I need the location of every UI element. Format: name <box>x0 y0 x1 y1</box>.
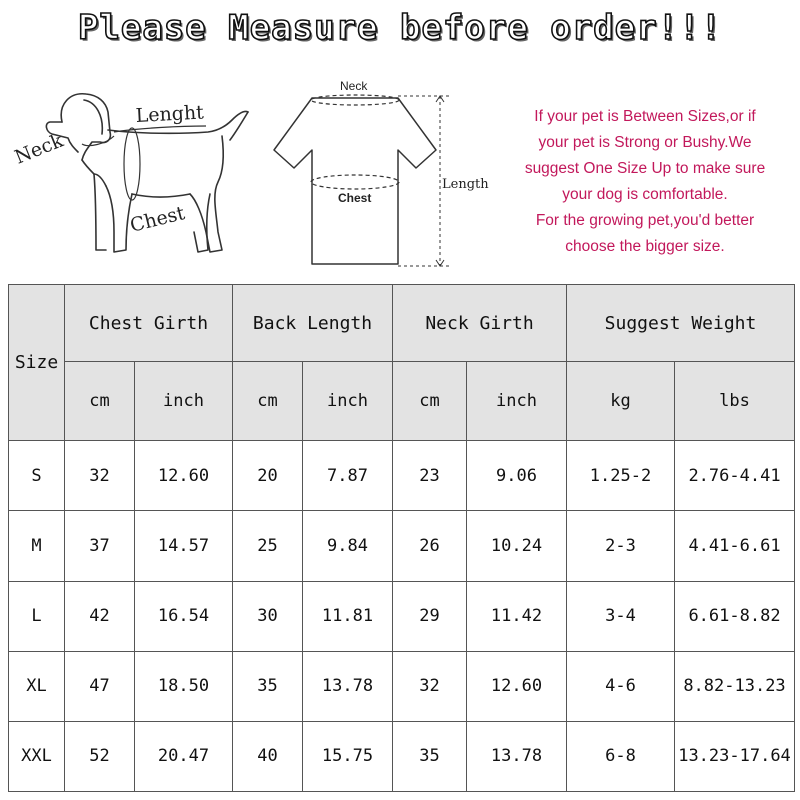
table-cell: 30 <box>233 581 303 651</box>
unit-header: cm <box>393 362 467 441</box>
table-cell: 4.41-6.61 <box>675 511 795 581</box>
page-title: Please Measure before order!!! <box>77 8 723 48</box>
unit-header: lbs <box>675 362 795 441</box>
table-cell: 4-6 <box>567 651 675 721</box>
table-cell: 8.82-13.23 <box>675 651 795 721</box>
table-cell: 12.60 <box>135 441 233 511</box>
note-line: For the growing pet,you'd better <box>535 212 755 229</box>
table-cell: 13.78 <box>303 651 393 721</box>
size-cell: L <box>9 581 65 651</box>
shirt-measure-figure <box>270 76 500 276</box>
shirt-outline-icon <box>274 98 436 264</box>
table-cell: 23 <box>393 441 467 511</box>
table-cell: 13.78 <box>467 721 567 791</box>
shirt-label-length: Length <box>442 177 489 192</box>
table-cell: 6-8 <box>567 721 675 791</box>
table-cell: 25 <box>233 511 303 581</box>
table-header-row <box>9 285 795 362</box>
size-chart-table <box>8 284 795 792</box>
table-cell: 16.54 <box>135 581 233 651</box>
table-cell: 12.60 <box>467 651 567 721</box>
group-header-back-length: Back Length <box>233 285 393 362</box>
unit-header: inch <box>303 362 393 441</box>
note-line: your pet is Strong or Bushy.We <box>538 134 752 151</box>
unit-header: cm <box>233 362 303 441</box>
table-cell: 3-4 <box>567 581 675 651</box>
group-header-chest-girth: Chest Girth <box>65 285 233 362</box>
table-cell: 9.84 <box>303 511 393 581</box>
table-cell: 35 <box>393 721 467 791</box>
group-header-neck-girth: Neck Girth <box>393 285 567 362</box>
table-cell: 37 <box>65 511 135 581</box>
table-cell: 42 <box>65 581 135 651</box>
table-cell: 11.42 <box>467 581 567 651</box>
unit-header: kg <box>567 362 675 441</box>
table-row <box>9 721 795 791</box>
table-cell: 26 <box>393 511 467 581</box>
table-cell: 6.61-8.82 <box>675 581 795 651</box>
dog-label-length: Lenght <box>135 101 205 127</box>
table-cell: 1.25-2 <box>567 441 675 511</box>
table-cell: 47 <box>65 651 135 721</box>
size-cell: XL <box>9 651 65 721</box>
table-cell: 52 <box>65 721 135 791</box>
table-row <box>9 441 795 511</box>
table-cell: 2-3 <box>567 511 675 581</box>
table-row <box>9 651 795 721</box>
unit-header: inch <box>467 362 567 441</box>
table-cell: 35 <box>233 651 303 721</box>
table-cell: 2.76-4.41 <box>675 441 795 511</box>
table-cell: 7.87 <box>303 441 393 511</box>
dog-label-neck: Neck <box>11 129 67 169</box>
table-cell: 32 <box>65 441 135 511</box>
note-line: choose the bigger size. <box>565 238 725 255</box>
table-row <box>9 511 795 581</box>
size-cell: S <box>9 441 65 511</box>
table-cell: 14.57 <box>135 511 233 581</box>
unit-header: cm <box>65 362 135 441</box>
table-cell: 9.06 <box>467 441 567 511</box>
table-cell: 20.47 <box>135 721 233 791</box>
size-advice-note <box>500 104 790 260</box>
table-cell: 11.81 <box>303 581 393 651</box>
note-line: suggest One Size Up to make sure <box>524 160 766 177</box>
group-header-suggest-weight: Suggest Weight <box>567 285 795 362</box>
dog-label-chest: Chest <box>127 202 187 237</box>
note-line: If your pet is Between Sizes,or if <box>534 108 756 125</box>
table-cell: 20 <box>233 441 303 511</box>
shirt-label-neck: Neck <box>340 79 368 93</box>
size-column-header: Size <box>9 285 65 441</box>
table-cell: 10.24 <box>467 511 567 581</box>
shirt-label-chest: Chest <box>338 191 372 205</box>
table-cell: 29 <box>393 581 467 651</box>
note-line: your dog is comfortable. <box>562 186 728 203</box>
table-cell: 40 <box>233 721 303 791</box>
table-cell: 13.23-17.64 <box>675 721 795 791</box>
table-row <box>9 581 795 651</box>
table-cell: 15.75 <box>303 721 393 791</box>
size-cell: XXL <box>9 721 65 791</box>
dog-measure-figure <box>10 82 260 272</box>
table-cell: 32 <box>393 651 467 721</box>
table-unit-row <box>9 362 795 441</box>
table-cell: 18.50 <box>135 651 233 721</box>
unit-header: inch <box>135 362 233 441</box>
size-cell: M <box>9 511 65 581</box>
